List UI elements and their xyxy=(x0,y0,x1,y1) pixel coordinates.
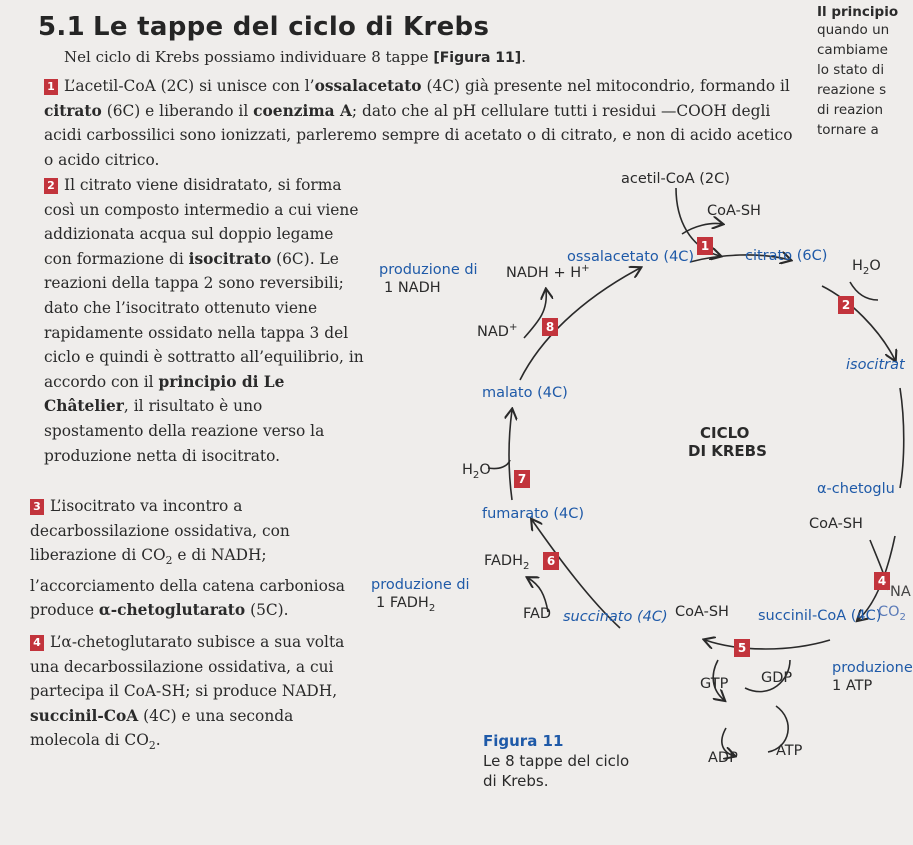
text: ; dato che al pH cellulare tutti i residui —COOH degli acidi carbossilici sono ionizzati, parleremo sempre di acetato o di citrato, e non di acido acetico o acido citrico. xyxy=(44,101,793,169)
text: (4C) e una seconda molecola di CO xyxy=(30,706,294,750)
co2-right-label xyxy=(878,604,906,623)
oxaloacetate-label: ossalacetato (4C) xyxy=(567,249,695,265)
step-8-badge: 8 xyxy=(542,318,558,336)
succinate-label: succinato (4C) xyxy=(563,609,668,625)
text: O xyxy=(869,258,881,274)
gdp-label: GDP xyxy=(761,670,793,686)
step-7-badge: 7 xyxy=(514,470,530,488)
side-note-line: tornare a xyxy=(817,122,879,138)
subscript: 2 xyxy=(428,602,436,614)
alpha-ketoglutarate-label: α-chetoglu xyxy=(817,481,895,497)
acetyl-coa-label: acetil-CoA (2C) xyxy=(621,171,730,187)
bold-term: isocitrato xyxy=(188,249,272,268)
text: H xyxy=(462,462,473,478)
step-badge: 3 xyxy=(30,499,44,515)
subscript: 2 xyxy=(148,739,156,753)
text: e di NADH; l’accorciamento della catena carboniosa produce xyxy=(30,546,345,620)
text: O xyxy=(479,462,491,478)
superscript: + xyxy=(508,322,518,333)
figure-caption-line: Le 8 tappe del ciclo xyxy=(483,752,630,770)
bold-term: principio di Le Châtelier xyxy=(44,372,285,416)
superscript: + xyxy=(581,263,590,274)
figure-caption-line: di Krebs. xyxy=(483,772,549,790)
step-badge: 1 xyxy=(44,79,58,95)
bold-term: coenzima A xyxy=(253,101,352,120)
figure-caption-head: Figura 11 xyxy=(483,732,564,750)
nadh-production-label-1: produzione di xyxy=(379,262,478,278)
fadh2-production-label-2 xyxy=(376,595,435,614)
step-6-badge: 6 xyxy=(543,552,559,570)
figure-caption xyxy=(483,731,629,791)
text: (6C). Le reazioni della tappa 2 sono reversibili; dato che l’isocitrato ottenuto viene rapidamente ossidato nella tappa 3 del ciclo e quindi è sottratto all’equilibrio, in accordo con il xyxy=(44,249,364,391)
text: L’isocitrato va incontro a decarbossilazione ossidativa, con liberazione di CO xyxy=(30,497,290,565)
coa-sh-label: CoA-SH xyxy=(707,203,761,219)
atp-production-label-1: produzione xyxy=(832,660,913,676)
text: L’acetil-CoA (2C) si unisce con l’ xyxy=(64,77,315,95)
atp-label: ATP xyxy=(776,743,803,759)
step-5-badge: 5 xyxy=(734,639,750,657)
cycle-center-label-2: DI KREBS xyxy=(688,442,767,460)
bold-term: citrato xyxy=(44,101,102,120)
section-number: 5.1 xyxy=(38,12,85,42)
text: NAD xyxy=(477,323,509,340)
water-label-right xyxy=(852,258,881,277)
nadh-h-label xyxy=(506,263,590,281)
subscript: 2 xyxy=(165,554,173,568)
text: L’α-chetoglutarato subisce a sua volta una decarbossilazione ossidativa, a cui partecipa il CoA-SH; si produce NADH, xyxy=(30,633,345,701)
text: (5C). xyxy=(245,601,289,620)
intro-end: . xyxy=(521,48,526,66)
coa-sh-right-label: CoA-SH xyxy=(809,516,863,532)
step-badge: 4 xyxy=(30,635,44,651)
citrate-label: citrato (6C) xyxy=(745,248,828,264)
succinyl-coa-label: succinil-CoA (4C) xyxy=(758,608,882,624)
bold-term: succinil-CoA xyxy=(30,706,139,725)
text: CO xyxy=(878,604,900,620)
text: Il citrato viene disidratato, si forma così un composto intermedio a cui viene addizionata acqua sul doppio legame con formazione di xyxy=(44,176,359,268)
text: FADH xyxy=(484,553,523,569)
bold-term: ossalacetato xyxy=(314,77,422,95)
step-badge: 2 xyxy=(44,178,58,194)
text: NADH + H xyxy=(506,264,582,281)
bold-term: α-chetoglutarato xyxy=(98,601,246,620)
text: (4C) già presente nel mitocondrio, formando il xyxy=(421,77,790,95)
gtp-label: GTP xyxy=(700,676,729,692)
subscript: 2 xyxy=(472,469,480,481)
step-2-badge: 2 xyxy=(838,296,854,314)
step-4-badge: 4 xyxy=(874,572,890,590)
side-note-line: di reazion xyxy=(817,102,884,118)
intro-text: Nel ciclo di Krebs possiamo individuare 8 tappe xyxy=(64,48,434,66)
text: 1 FADH xyxy=(376,595,429,611)
atp-production-label-2: 1 ATP xyxy=(832,678,873,694)
fadh2-production-label-1: produzione di xyxy=(371,577,470,593)
nadh-production-label-2: 1 NADH xyxy=(384,280,441,296)
fadh2-label xyxy=(484,553,529,572)
isocitrate-label: isocitrat xyxy=(846,357,905,373)
fumarate-label: fumarato (4C) xyxy=(482,506,584,522)
figure-reference: [Figura 11] xyxy=(433,50,522,66)
step-1-badge: 1 xyxy=(697,237,713,255)
text: H xyxy=(852,258,863,274)
side-note-line: Il principio xyxy=(817,4,899,20)
side-note-line: lo stato di xyxy=(817,62,885,78)
text: , il risultato è uno spostamento della reazione verso la produzione netta di isocitrato. xyxy=(44,397,325,465)
nad-label xyxy=(477,322,517,340)
side-note-line: quando un xyxy=(817,22,890,38)
side-note-line: cambiame xyxy=(817,42,888,58)
section-title-text: Le tappe del ciclo di Krebs xyxy=(92,12,490,42)
adp-label: ADP xyxy=(708,750,738,766)
text: . xyxy=(155,731,161,750)
malate-label: malato (4C) xyxy=(482,385,568,401)
coa-sh-bottom-label: CoA-SH xyxy=(675,604,729,620)
subscript: 2 xyxy=(862,265,870,277)
text: (6C) e liberando il xyxy=(101,101,254,120)
subscript: 2 xyxy=(899,611,906,623)
side-note-line: reazione s xyxy=(817,82,887,98)
water-label-left xyxy=(462,462,491,481)
fad-label: FAD xyxy=(523,606,552,622)
cycle-center-label-1: CICLO xyxy=(700,424,750,442)
nad-right-label: NA xyxy=(890,584,911,600)
subscript: 2 xyxy=(523,560,530,572)
